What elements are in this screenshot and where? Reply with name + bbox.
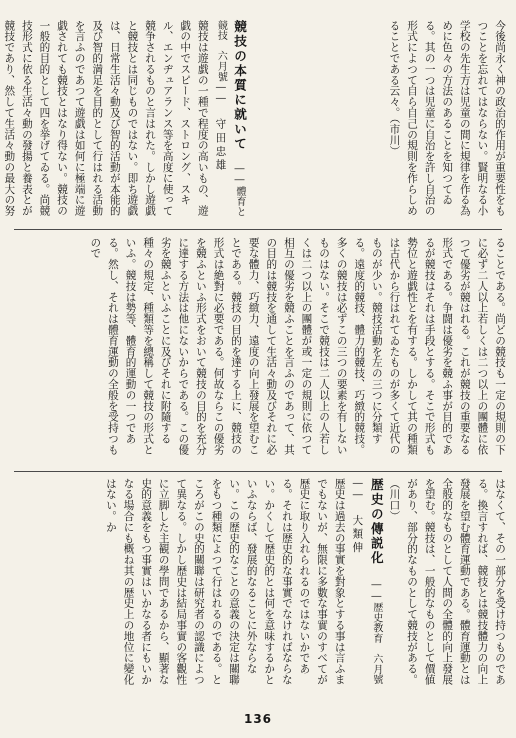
article-1-body-continued: ることである。尚どの競技も一定の規則の下に必ず二人以上若しくは二つ以上の團體に依つて優劣が競はれる。これが競技の重要なる形式である。争闘は優劣を競ふ事が目的であるが競技はそれは手段とする。そこで形式も勢位と遊戯性とを有する。しかして其の種類は古代から行はれてゐたものが多くて近代のものが少い。競技活動を左の三つに分類する。遠度的競技、體力的競技、巧緻的競技。多くの競技は必ずこの三つの要素を有しないものはない。そこで競技は二人以上の人若しくは二つ以上の團體が或一定の規則に依つて相互の優劣を競ふことを言ふのであって、其の目的は競技を通して生活々動及びそれに必要な體力、巧緻力、遠度の向上發展を望むことである。競技の目的を達する上に、競技の形式は絶對に必要である。何故ならこの優劣を競ふといふ形式をおいて競技の目的を充分に達する方法は他にないからである。この優劣を競ふといふことに及びそれに附隨する種々の規定、種類等を總稱して競技の形式といふ。競技は勢等、體育的運動の一つである。然し、それは體育運動の全般を受持つもので	[89, 237, 506, 455]
article-1-opening-block	[3, 20, 248, 222]
closing-paragraph-prev-article: 今後尚永く神の政治的作用が重要性をもつことを忘れてはならない。賢明なる小学校の先生方は児童の間に規律を作る為めに色々の方法のあることを知つてゐる。其の一つは児童に自治を許し自治の形式によつて自ら自己の規則を作らしめることである云々。（市川）	[388, 20, 506, 217]
article-1-source: ――體育と競技 六月號――	[215, 20, 245, 217]
lower-block	[8, 478, 508, 690]
page-number: 136	[243, 712, 273, 726]
section-divider-2	[14, 471, 502, 472]
article-1-title: 競技の本質に就いて	[232, 20, 247, 152]
article-1-author: 守田忠雄	[214, 118, 227, 173]
article-1-tail: はなくて、その一部分を受け持つものである。換言すれば、競技とは競技體力の向上發展を望む體育運動である。體育運動とは全般的なものとして人間の全體的向上發展を望む。競技は、一般的なものとして價値があり、部分的なものとして競技がある。（川口）	[388, 478, 506, 686]
article-2-source: ――歴史教育 六月號――	[352, 478, 382, 685]
article-1-body-top: 競技は遊戯の一種で程度の高いもの、遊戯の中でスピード、ストロング、スキル、エンヂュアランス等を高度に使って競争されるものと言はれた。しかし遊戯と競技とは同じものではない。即ち遊戯は、日常生活々動及び智的活動が本能的及び智的満足を目的として行はれる活動を言ふのであつて遊戯は如何に極端に遊戯されても競技とはなり得ない。競技の一般的目的として四を挙げてゐる。尚競技形式に依る生活々動の發揚と養表とが競技であり、然して生活々動の最大の努	[3, 20, 209, 217]
article-1-body-block	[8, 237, 508, 465]
column-block-top-right	[250, 20, 508, 222]
article-2-title: 歴史の傳説化	[368, 478, 384, 566]
article-2-body: 歴史は過去の事實を對象とする事は言ふまでもないが、無限に多數な事實のすべてが歴史に取り入れられるのではないかである。それは歴史的な事實でなければならない。かくして歴史的とは何を意味するかといふならば、發展的なることに外ならない。この歴史的なことの意義の決定は關聯をもつ種類によつて行はれるのである。ところがこの史的關聯は研究者の認識によつて異なる。しかし歴史は結局事實の客觀性に立脚した主観の學問であるから、顯著な史的意義をもつ事實はいかなる者にもいかなる場合にも概ね其の歴史上の地位に變化はない。か	[104, 478, 346, 686]
section-divider-1	[14, 229, 502, 230]
article-2-author: 大類伸	[351, 514, 364, 556]
